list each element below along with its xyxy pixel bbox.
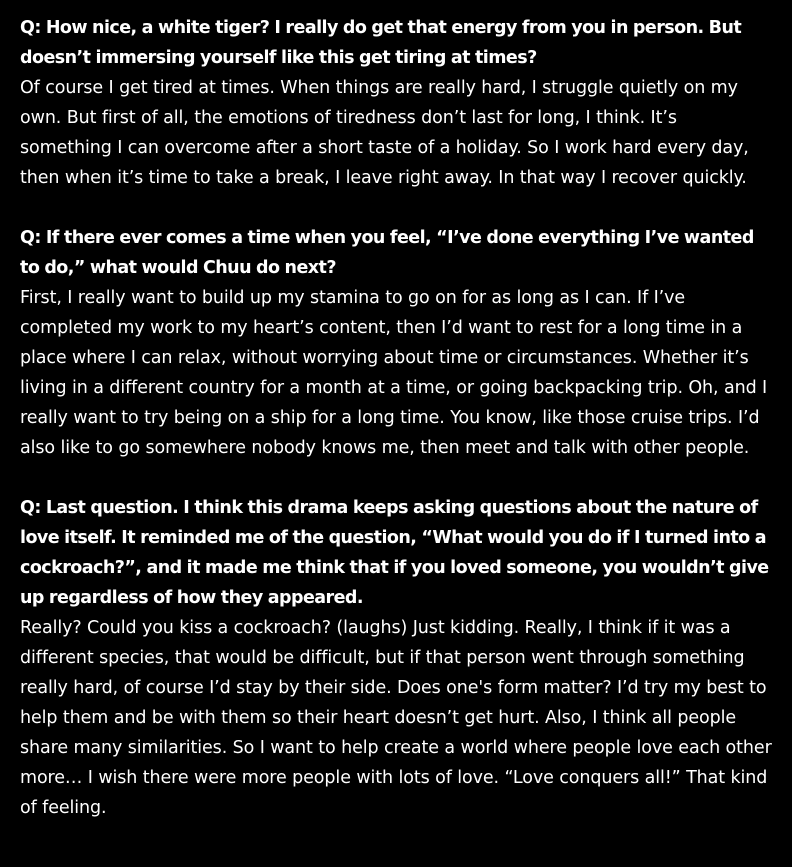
question-text: Q: How nice, a white tiger? I really do get that energy from you in person. But doesn’t immersing yourself like this get tiring at times? — [20, 18, 742, 68]
answer-text: Really? Could you kiss a cockroach? (laughs) Just kidding. Really, I think if it was a different species, that would be difficult, but if that person went through something really hard, of course I’d stay by their side. Does one's form matter? I’d try my best to help them and be with them so their heart doesn’t get hurt. Also, I think all people share many similarities. So I want to help create a world where people love each other more… I wish there were more people with lots of love. “Love conquers all!” That kind of feeling. — [20, 618, 772, 818]
interview-article — [20, 13, 772, 853]
answer-text: Of course I get tired at times. When things are really hard, I struggle quietly on my own. But first of all, the emotions of tiredness don’t last for long, I think. It’s something I can overcome after a short taste of a holiday. So I work hard every day, then when it’s time to take a break, I leave right away. In that way I recover quickly. — [20, 78, 749, 188]
qa-block — [20, 13, 772, 193]
question-text: Q: If there ever comes a time when you feel, “I’ve done everything I’ve wanted to do,” what would Chuu do next? — [20, 228, 754, 278]
question-text: Q: Last question. I think this drama keeps asking questions about the nature of love itself. It reminded me of the question, “What would you do if I turned into a cockroach?”, and it made me think that if you loved someone, you wouldn’t give up regardless of how they appeared. — [20, 498, 769, 608]
qa-block — [20, 223, 772, 463]
qa-block — [20, 493, 772, 823]
answer-text: First, I really want to build up my stamina to go on for as long as I can. If I’ve completed my work to my heart’s content, then I’d want to rest for a long time in a place where I can relax, without worrying about time or circumstances. Whether it’s living in a different country for a month at a time, or going backpacking trip. Oh, and I really want to try being on a ship for a long time. You know, like those cruise trips. I’d also like to go somewhere nobody knows me, then meet and talk with other people. — [20, 288, 768, 458]
